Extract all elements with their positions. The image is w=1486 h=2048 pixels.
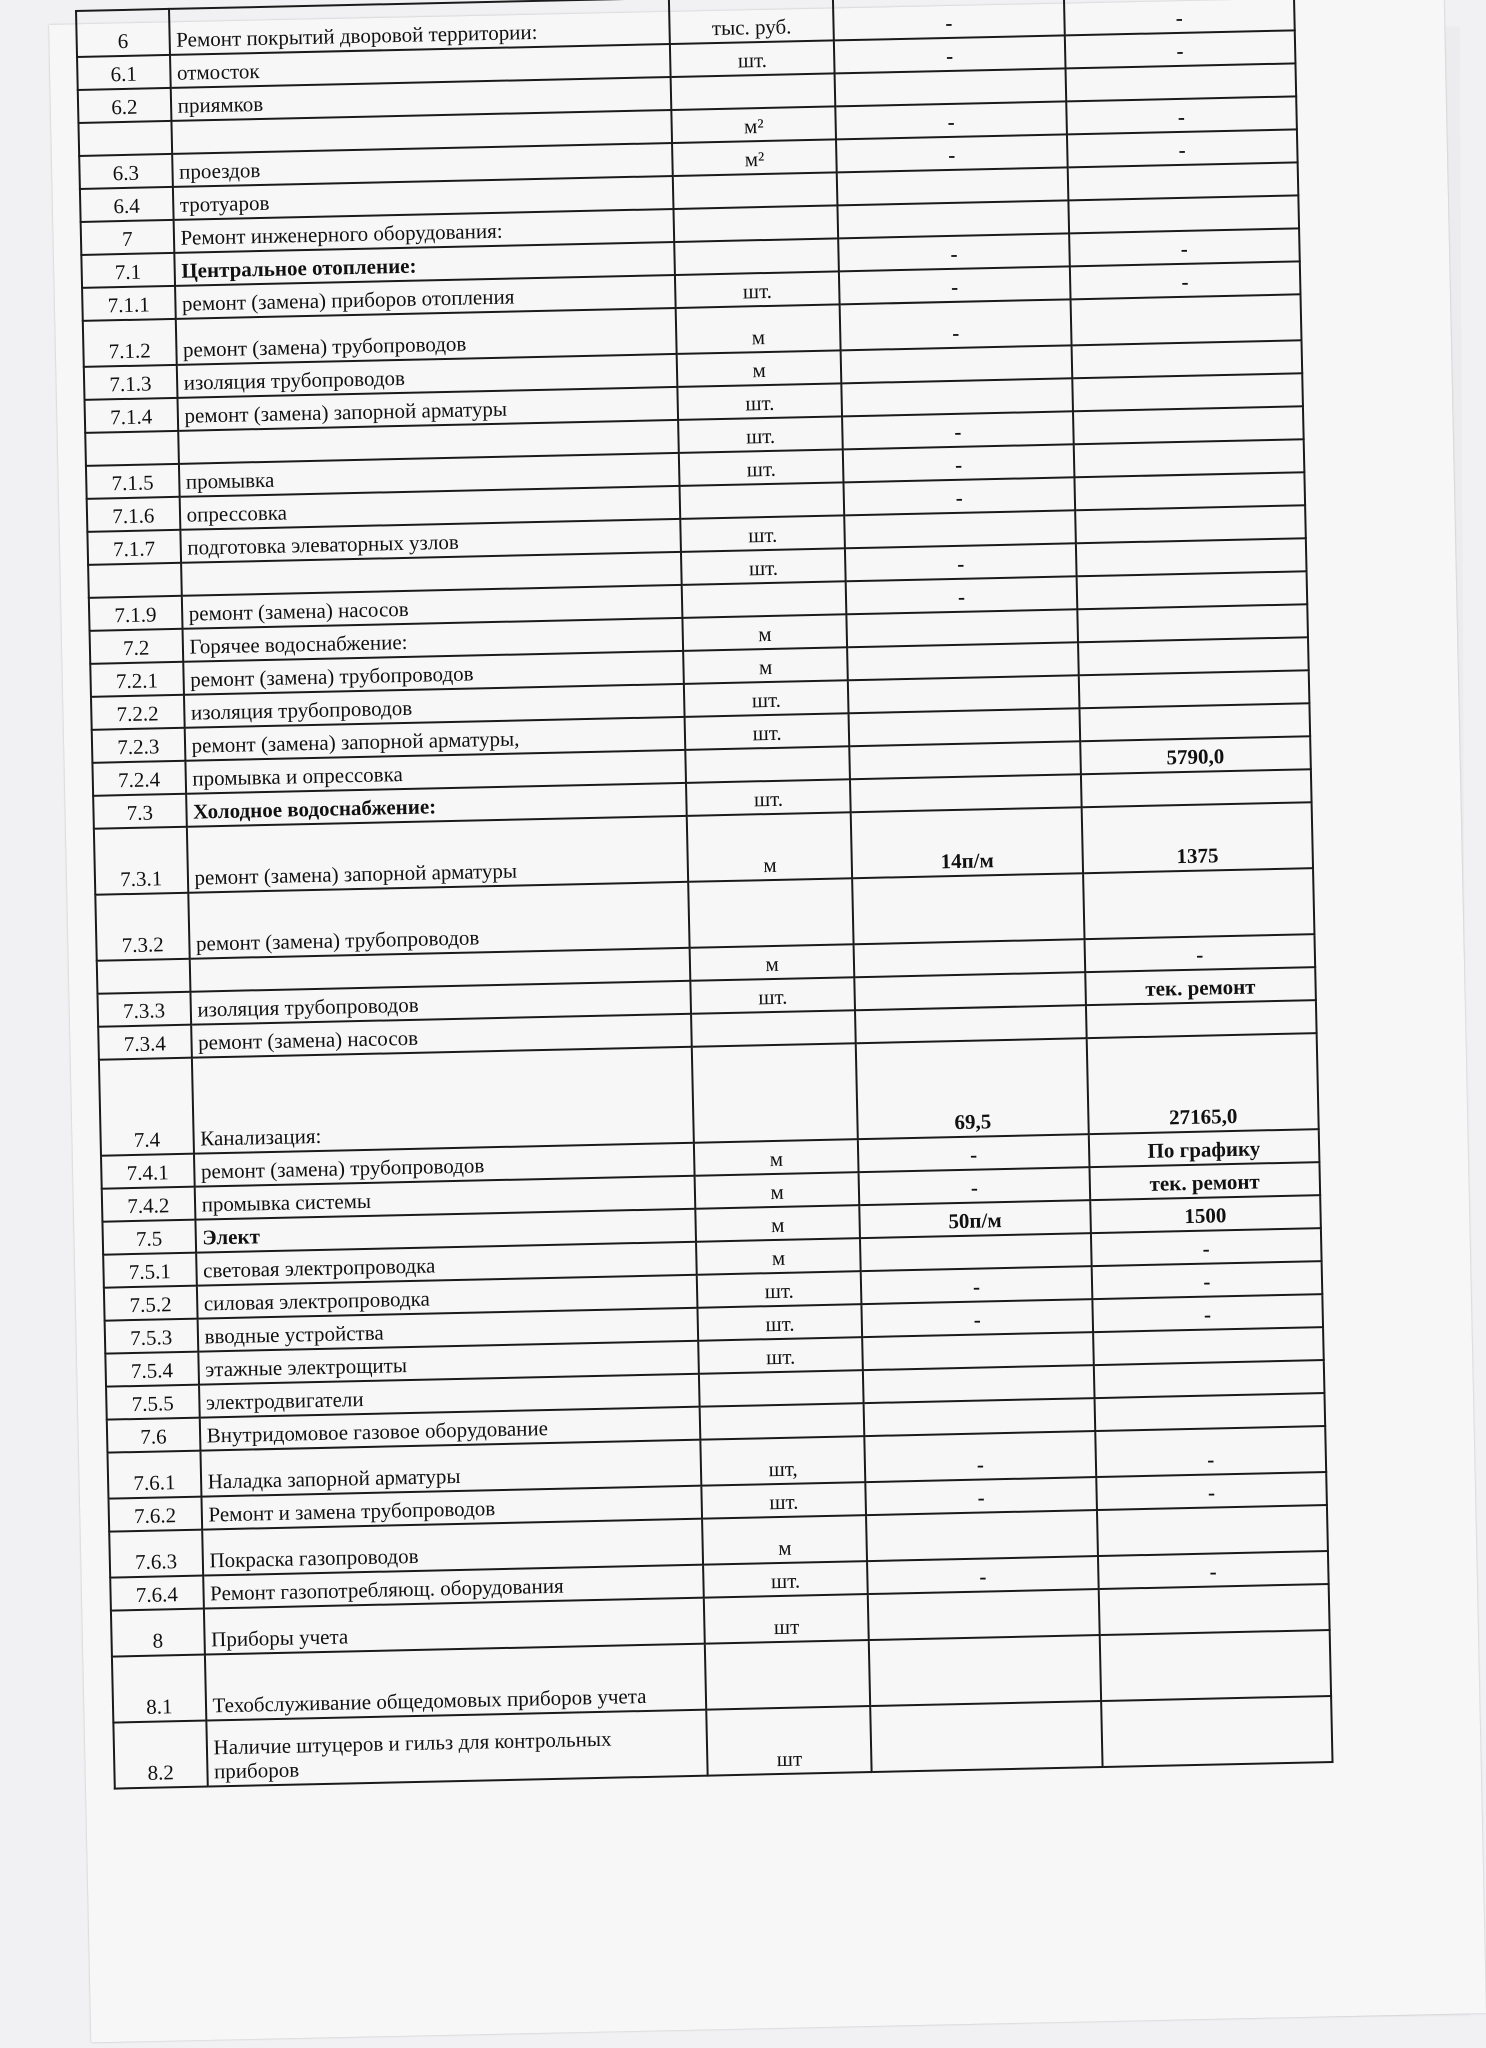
document-sheet [75, 0, 1334, 1790]
row-unit [692, 1043, 858, 1143]
row-value-1: 69,5 [856, 1038, 1088, 1139]
row-number: 6.2 [78, 88, 171, 123]
row-value-2 [1075, 538, 1306, 576]
row-unit: шт. [697, 1271, 862, 1308]
row-unit: шт, [700, 1436, 865, 1486]
row-number: 7.1.3 [84, 365, 177, 400]
row-value-1: - [846, 576, 1077, 614]
row-unit: шт. [681, 548, 846, 585]
row-unit: шт. [670, 40, 835, 77]
row-number: 7.2.3 [92, 728, 185, 763]
row-unit: м [690, 944, 855, 981]
row-unit [700, 1403, 865, 1440]
row-value-2: - [1091, 1228, 1322, 1266]
row-value-2: По графику [1088, 1129, 1319, 1167]
row-name: Наличие штуцеров и гильз для контрольных приборов [206, 1710, 708, 1787]
row-unit: шт. [678, 416, 843, 453]
row-unit [674, 238, 839, 275]
row-unit: м [695, 1172, 860, 1209]
row-unit: тыс. руб. [669, 0, 834, 44]
row-unit [682, 581, 847, 618]
row-value-2: тек. ремонт [1089, 1162, 1320, 1200]
row-number: 7.1 [81, 253, 174, 288]
row-number: 7.5 [102, 1220, 195, 1255]
row-number [88, 563, 181, 598]
row-number: 7.4.1 [101, 1154, 194, 1189]
row-unit: м [687, 812, 853, 882]
row-value-2: - [1069, 228, 1300, 266]
row-name: Ремонт и замена трубопроводов [201, 1486, 702, 1530]
row-unit [673, 205, 838, 242]
row-unit: шт. [686, 779, 851, 816]
row-value-2 [1067, 162, 1298, 200]
row-number: 7.6.2 [108, 1497, 201, 1532]
row-unit [688, 878, 854, 948]
row-name: ремонт (замена) запорной арматуры, [184, 717, 685, 761]
row-value-2: - [1095, 1426, 1326, 1477]
row-value-1 [860, 1233, 1091, 1271]
row-unit [685, 746, 850, 783]
row-number: 6 [76, 9, 170, 57]
row-value-2: тек. ремонт [1085, 967, 1316, 1005]
row-name: ремонт (замена) трубопроводов [183, 651, 684, 695]
row-value-2 [1065, 63, 1296, 101]
row-number: 7.1.9 [89, 596, 182, 631]
row-number: 7.5.4 [105, 1352, 198, 1387]
row-name: ремонт (замена) трубопроводов [188, 882, 690, 959]
row-value-1: - [866, 1477, 1097, 1515]
row-value-1 [852, 873, 1084, 944]
row-unit: шт. [685, 713, 850, 750]
row-value-1 [855, 972, 1086, 1010]
row-value-2 [1081, 769, 1312, 807]
row-unit: м [676, 304, 841, 354]
row-value-2: 27165,0 [1086, 1033, 1318, 1134]
row-value-2: - [1084, 934, 1315, 972]
row-name: проездов [172, 143, 673, 187]
row-value-2 [1075, 505, 1306, 543]
row-name: ремонт (замена) приборов отопления [175, 275, 676, 319]
row-value-1 [842, 378, 1073, 416]
row-value-2 [1071, 340, 1302, 378]
row-value-1: 14п/м [851, 807, 1083, 878]
row-name: подготовка элеваторных узлов [180, 519, 681, 563]
row-number: 7.5.3 [105, 1319, 198, 1354]
row-number: 7.2.2 [91, 695, 184, 730]
row-value-1: - [865, 1431, 1096, 1482]
row-value-1 [863, 1365, 1094, 1403]
row-number: 7.5.2 [104, 1286, 197, 1321]
row-name: Ремонт газопотребляющ. оборудования [203, 1565, 704, 1609]
row-unit [691, 1010, 856, 1047]
row-number: 7.3.1 [94, 827, 188, 895]
row-number: 7.2.1 [90, 662, 183, 697]
row-value-1 [870, 1701, 1102, 1772]
row-unit: шт. [680, 515, 845, 552]
row-number: 7.6.3 [109, 1530, 203, 1578]
row-name: опрессовка [179, 486, 680, 530]
row-name: Внутридомовое газовое оборудование [199, 1407, 700, 1451]
row-value-2: - [1063, 0, 1294, 35]
row-unit [673, 172, 838, 209]
row-number [85, 431, 178, 466]
row-unit: шт. [698, 1337, 863, 1374]
row-value-2 [1098, 1584, 1329, 1635]
row-value-2 [1076, 571, 1307, 609]
row-number: 7.4.2 [102, 1187, 195, 1222]
row-value-1: - [859, 1167, 1090, 1205]
row-number: 7.6 [107, 1418, 200, 1453]
row-unit: м² [671, 106, 836, 143]
row-name: Приборы учета [203, 1598, 704, 1655]
row-value-1 [835, 68, 1066, 106]
row-unit: м [695, 1205, 860, 1242]
row-name: Горячее водоснабжение: [182, 618, 683, 662]
row-name: ремонт (замена) трубопроводов [194, 1143, 695, 1187]
row-value-1: - [861, 1266, 1092, 1304]
row-value-2: - [1067, 129, 1298, 167]
row-name: Элект [195, 1209, 696, 1253]
row-value-1 [847, 609, 1078, 647]
row-unit: м [694, 1139, 859, 1176]
row-value-2 [1072, 373, 1303, 411]
row-name: вводные устройства [197, 1308, 698, 1352]
row-value-1: - [836, 134, 1067, 172]
row-value-2 [1073, 439, 1304, 477]
row-name: тротуаров [172, 176, 673, 220]
row-name: ремонт (замена) насосов [191, 1014, 692, 1058]
row-number: 7.3.4 [98, 1025, 191, 1060]
row-value-2 [1083, 868, 1315, 939]
row-value-2 [1094, 1393, 1325, 1431]
row-value-2 [1078, 670, 1309, 708]
row-number: 7.6.1 [107, 1451, 201, 1499]
row-unit: шт. [684, 680, 849, 717]
row-number: 6.1 [77, 55, 170, 90]
row-name: этажные электрощиты [198, 1341, 699, 1385]
row-number: 7.5.1 [103, 1253, 196, 1288]
row-value-1 [855, 1005, 1086, 1043]
row-number: 7.1.4 [85, 398, 178, 433]
row-value-2: - [1096, 1472, 1327, 1510]
row-name: Покраска газопроводов [202, 1519, 703, 1576]
row-number: 7.3 [93, 794, 186, 829]
row-name: Холодное водоснабжение: [186, 783, 687, 827]
row-value-1 [848, 675, 1079, 713]
row-value-1: - [844, 477, 1075, 515]
row-value-1: - [842, 411, 1073, 449]
row-value-2 [1093, 1327, 1324, 1365]
row-value-1: - [862, 1299, 1093, 1337]
row-unit: м [702, 1515, 867, 1565]
row-value-2: - [1069, 261, 1300, 299]
row-value-1: - [834, 35, 1065, 73]
row-value-2 [1068, 195, 1299, 233]
row-value-2 [1070, 294, 1301, 345]
row-value-2 [1073, 406, 1304, 444]
row-name: изоляция трубопроводов [176, 354, 677, 398]
row-unit: м [683, 647, 848, 684]
row-value-2: 1500 [1090, 1195, 1321, 1233]
row-number: 7.1.1 [82, 286, 175, 321]
row-value-1 [864, 1398, 1095, 1436]
row-number: 7.1.5 [86, 464, 179, 499]
row-value-2: - [1064, 30, 1295, 68]
row-unit: м [677, 350, 842, 387]
row-number: 7.1.7 [87, 530, 180, 565]
row-name: ремонт (замена) запорной арматуры [177, 387, 678, 431]
row-value-1 [838, 200, 1069, 238]
row-value-2: - [1066, 96, 1297, 134]
row-name: световая электропроводка [196, 1242, 697, 1286]
row-value-1 [849, 708, 1080, 746]
row-name: промывка системы [194, 1176, 695, 1220]
row-unit: шт. [677, 383, 842, 420]
row-value-2 [1093, 1360, 1324, 1398]
row-number: 8.2 [113, 1721, 207, 1789]
row-value-1 [849, 741, 1080, 779]
row-value-1 [850, 774, 1081, 812]
row-name: Ремонт инженерного оборудования: [173, 209, 674, 253]
row-value-1 [866, 1510, 1097, 1561]
row-value-1: - [836, 101, 1067, 139]
repair-table [75, 0, 1334, 1790]
row-name: приямков [170, 77, 671, 121]
row-unit: м² [672, 139, 837, 176]
row-number: 6.3 [79, 154, 172, 189]
row-number: 6.4 [80, 187, 173, 222]
row-number: 7.2.4 [92, 761, 185, 796]
row-unit: шт. [697, 1304, 862, 1341]
row-name: ремонт (замена) насосов [181, 585, 682, 629]
row-name: отмосток [170, 44, 671, 88]
row-number: 7.2 [90, 629, 183, 664]
row-name: промывка [179, 453, 680, 497]
row-value-2 [1077, 604, 1308, 642]
row-value-1 [837, 167, 1068, 205]
row-number: 8.1 [112, 1655, 206, 1723]
row-number: 7.3.2 [95, 893, 189, 961]
row-name: Техобслуживание общедомовых приборов учета [204, 1644, 706, 1721]
row-value-1 [841, 345, 1072, 383]
row-value-1: - [839, 266, 1070, 304]
row-value-2 [1101, 1696, 1333, 1767]
row-value-1: - [840, 299, 1071, 350]
row-value-2 [1097, 1505, 1328, 1556]
row-name: ремонт (замена) трубопроводов [175, 308, 676, 365]
row-value-1: - [867, 1556, 1098, 1594]
row-unit [680, 482, 845, 519]
row-value-1 [862, 1332, 1093, 1370]
row-name: силовая электропроводка [196, 1275, 697, 1319]
row-name: электродвигатели [199, 1374, 700, 1418]
row-value-1: 50п/м [859, 1200, 1090, 1238]
row-name: изоляция трубопроводов [190, 981, 691, 1025]
row-value-2: - [1091, 1261, 1322, 1299]
row-unit: шт [704, 1594, 869, 1644]
row-name: ремонт (замена) запорной арматуры [186, 816, 688, 893]
row-unit [699, 1370, 864, 1407]
row-value-2: - [1098, 1551, 1329, 1589]
row-name: Канализация: [191, 1047, 693, 1154]
row-value-1 [868, 1589, 1099, 1640]
row-value-1 [844, 510, 1075, 548]
row-number: 7 [81, 220, 174, 255]
row-name: Центральное отопление: [174, 242, 675, 286]
row-unit: м [696, 1238, 861, 1275]
row-value-2 [1079, 703, 1310, 741]
row-value-2 [1078, 637, 1309, 675]
row-number [97, 959, 190, 994]
row-value-1: - [838, 233, 1069, 271]
row-unit [705, 1640, 871, 1710]
row-unit: шт. [703, 1561, 868, 1598]
row-value-2 [1099, 1630, 1331, 1701]
row-name: Наладка запорной арматуры [200, 1440, 701, 1497]
row-value-1: - [843, 444, 1074, 482]
row-number: 7.3.3 [97, 992, 190, 1027]
row-number: 8 [111, 1609, 205, 1657]
row-number: 7.4 [99, 1058, 194, 1156]
row-unit: шт. [690, 977, 855, 1014]
row-value-1: - [833, 0, 1064, 40]
row-unit: м [682, 614, 847, 651]
row-value-2 [1086, 1000, 1317, 1038]
row-value-1: - [858, 1134, 1089, 1172]
row-value-1 [847, 642, 1078, 680]
row-unit: шт. [679, 449, 844, 486]
row-unit: шт [706, 1706, 872, 1776]
row-number: 7.6.4 [110, 1576, 203, 1611]
row-value-2: 5790,0 [1080, 736, 1311, 774]
row-unit [671, 73, 836, 110]
row-unit: шт. [675, 271, 840, 308]
row-value-1 [854, 939, 1085, 977]
row-name: промывка и опрессовка [185, 750, 686, 794]
row-value-2: 1375 [1081, 802, 1313, 873]
row-value-2: - [1092, 1294, 1323, 1332]
row-value-1 [869, 1635, 1101, 1706]
row-value-1: - [845, 543, 1076, 581]
row-number: 7.5.5 [106, 1385, 199, 1420]
row-number: 7.1.6 [87, 497, 180, 532]
row-number: 7.1.2 [83, 319, 177, 367]
row-name: изоляция трубопроводов [184, 684, 685, 728]
row-value-2 [1074, 472, 1305, 510]
row-unit: шт. [701, 1482, 866, 1519]
row-name: Ремонт покрытий дворовой территории: [169, 0, 670, 55]
row-number [78, 121, 171, 156]
